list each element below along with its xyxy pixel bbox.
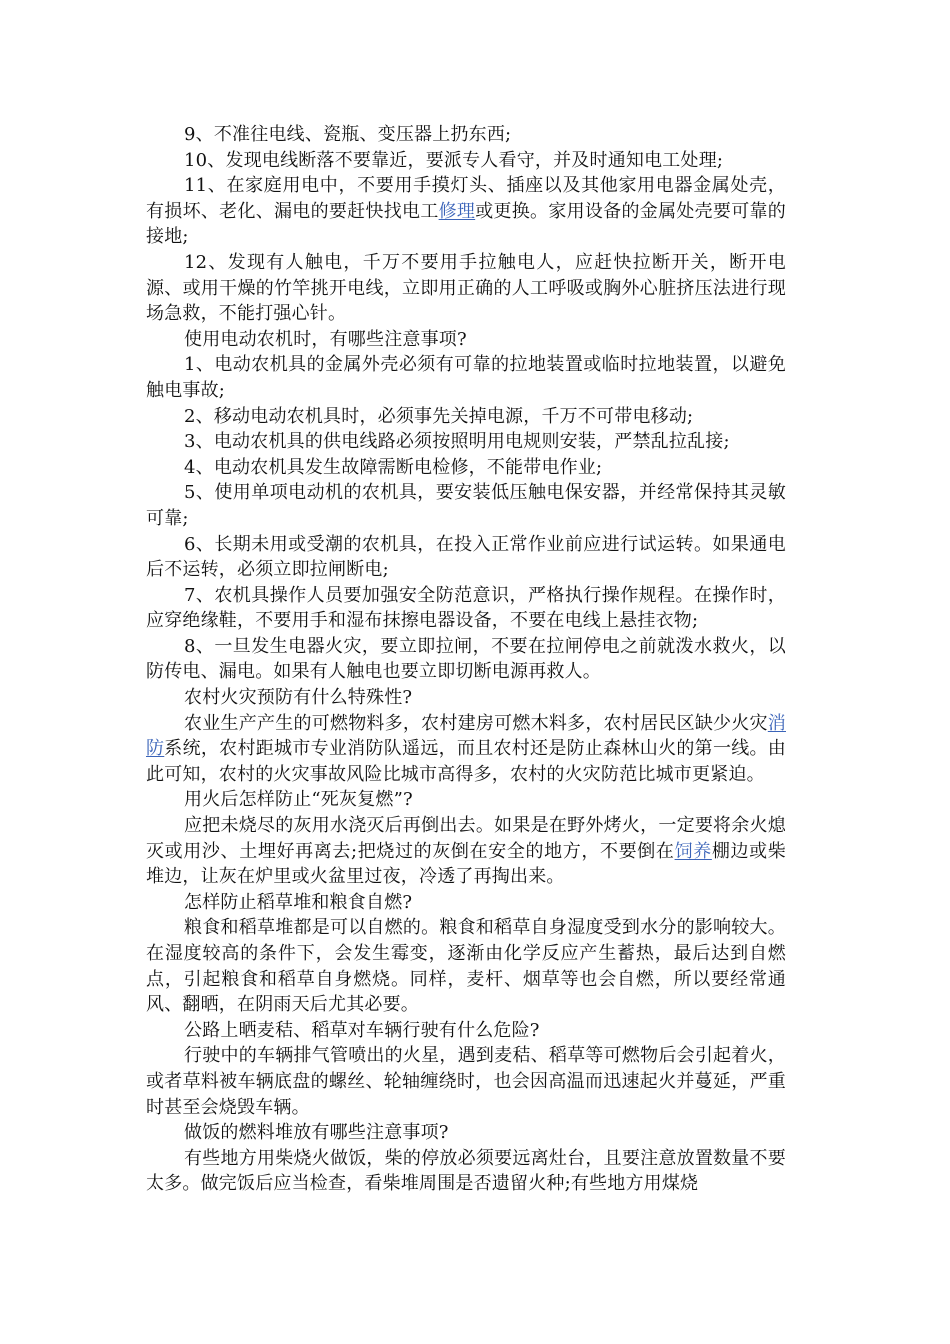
paragraph [146,813,786,890]
inline-link[interactable]: 修理 [438,200,476,222]
paragraph-text: 农村火灾预防有什么特殊性? [184,687,413,709]
paragraph-text: 6、长期未用或受潮的农机具，在投入正常作业前应进行试运转。如果通电后不运转，必须立即拉闸断电; [146,533,786,581]
paragraph-text: 棚边或柴堆边，让灰在炉里或火盆里过夜，冷透了再掏出来。 [146,840,786,888]
paragraph [146,404,786,430]
inline-link[interactable]: 消防 [146,712,786,760]
paragraph-text: 或更换。家用设备的金属处壳要可靠的接地; [146,200,786,248]
paragraph [146,480,786,531]
paragraph-text: 11、在家庭用电中，不要用手摸灯头、插座以及其他家用电器金属处壳，有损坏、老化、漏电的要赶快找电工 [146,175,786,222]
paragraph-text: 有些地方用柴烧火做饭，柴的停放必须要远离灶台，且要注意放置数量不要太多。做完饭后应当检查，看柴堆周围是否遗留火种;有些地方用煤烧 [146,1147,786,1195]
paragraph-text: 怎样防止稻草堆和粮食自燃? [184,891,413,913]
paragraph-text: 粮食和稻草堆都是可以自燃的。粮食和稻草自身湿度受到水分的影响较大。在湿度较高的条件下，会发生霉变，逐渐由化学反应产生蓄热，最后达到自燃点，引起粮食和稻草自身燃烧。同样，麦杆、烟草等也会自燃，所以要经常通风、翻晒，在阴雨天后尤其必要。 [146,917,786,1016]
paragraph [146,122,786,148]
paragraph [146,148,786,174]
paragraph-text: 系统，农村距城市专业消防队遥远，而且农村还是防止森林山火的第一线。由此可知，农村的火灾事故风险比城市高得多，农村的火灾防范比城市更紧迫。 [146,738,787,785]
paragraph-text: 1、电动农机具的金属外壳必须有可靠的拉地装置或临时拉地装置，以避免触电事故; [146,354,786,401]
paragraph [146,173,786,250]
inline-link[interactable]: 饲养 [674,840,712,862]
paragraph [146,890,786,916]
paragraph-text: 10、发现电线断落不要靠近，要派专人看守，并及时通知电工处理; [184,149,724,171]
paragraph [146,429,786,455]
paragraph-text: 2、移动电动农机具时，必须事先关掉电源，千万不可带电移动; [184,405,694,427]
paragraph [146,1043,786,1120]
paragraph [146,352,786,403]
paragraph [146,455,786,481]
paragraph-text: 公路上晒麦秸、稻草对车辆行驶有什么危险? [184,1019,540,1041]
paragraph-text: 用火后怎样防止“死灰复燃”? [184,789,413,811]
paragraph-text: 行驶中的车辆排气管喷出的火星，遇到麦秸、稻草等可燃物后会引起着火，或者草料被车辆底盘的螺丝、轮轴缠绕时，也会因高温而迅速起火并蔓延，严重时甚至会烧毁车辆。 [146,1045,786,1118]
paragraph-text: 使用电动农机时，有哪些注意事项? [184,328,467,350]
paragraph-text: 5、使用单项电动机的农机具，要安装低压触电保安器，并经常保持其灵敏可靠; [146,482,786,529]
paragraph [146,634,786,685]
paragraph [146,327,786,353]
paragraph-text: 农业生产产生的可燃物料多，农村建房可燃木料多，农村居民区缺少火灾 [184,712,768,734]
paragraph-text: 8、一旦发生电器火灾，要立即拉闸，不要在拉闸停电之前就泼水救火，以防传电、漏电。如果有人触电也要立即切断电源再救人。 [146,635,786,683]
paragraph [146,915,786,1017]
paragraph-text: 3、电动农机具的供电线路必须按照明用电规则安装，严禁乱拉乱接; [184,431,730,453]
paragraph-text: 7、农机具操作人员要加强安全防范意识，严格执行操作规程。在操作时，应穿绝缘鞋，不要用手和湿布抹擦电器设备，不要在电线上悬挂衣物; [146,584,786,632]
paragraph [146,532,786,583]
paragraph-text: 做饭的燃料堆放有哪些注意事项? [184,1122,449,1144]
paragraph-text: 12、发现有人触电，千万不要用手拉触电人，应赶快拉断开关，断开电源、或用干燥的竹竿挑开电线，立即用正确的人工呼吸或胸外心脏挤压法进行现场急救，不能打强心针。 [146,251,786,325]
paragraph [146,1146,786,1197]
paragraph [146,1018,786,1044]
paragraph-text: 应把未烧尽的灰用水浇灭后再倒出去。如果是在野外烤火，一定要将余火熄灭或用沙、土埋好再离去;把烧过的灰倒在安全的地方，不要倒在 [146,815,786,862]
paragraph-text: 9、不准往电线、瓷瓶、变压器上扔东西; [184,124,512,145]
paragraph [146,1120,786,1146]
paragraph [146,250,786,327]
paragraph [146,685,786,711]
document-page [146,122,786,1197]
paragraph [146,583,786,634]
paragraph [146,787,786,813]
paragraph [146,711,786,788]
paragraph-text: 4、电动农机具发生故障需断电检修，不能带电作业; [184,456,603,478]
